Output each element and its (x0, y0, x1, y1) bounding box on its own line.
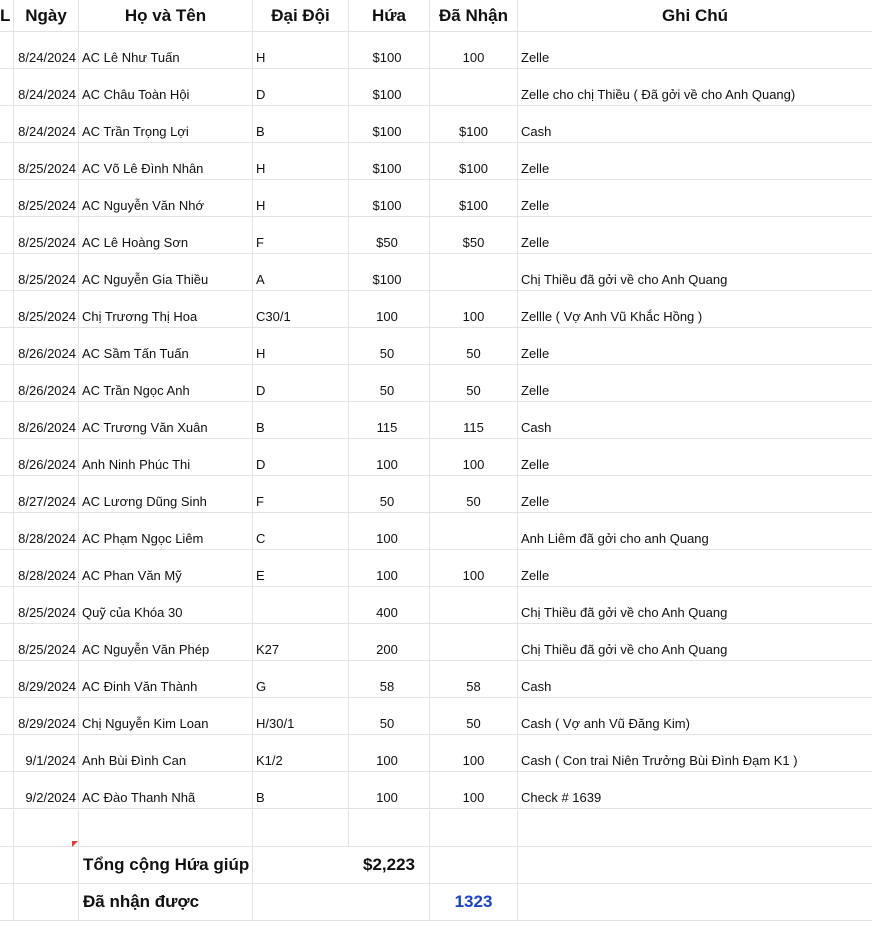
pledged-cell[interactable]: 50 (349, 698, 430, 734)
pledged-cell[interactable]: 100 (349, 513, 430, 549)
name-cell[interactable]: Chị Trương Thị Hoa (79, 291, 253, 327)
name-cell[interactable]: AC Đào Thanh Nhã (79, 772, 253, 808)
cell[interactable] (0, 847, 14, 883)
cell[interactable] (0, 884, 14, 920)
cell[interactable] (79, 810, 253, 846)
name-cell[interactable]: AC Nguyễn Gia Thiều (79, 254, 253, 290)
header-row (0, 0, 872, 32)
pledged-cell[interactable]: 200 (349, 624, 430, 660)
note-cell[interactable]: Zelle (521, 50, 550, 65)
row-marker-cell[interactable] (0, 772, 14, 808)
name-cell[interactable]: AC Nguyễn Văn Phép (79, 624, 253, 660)
row-marker-cell[interactable] (0, 513, 14, 549)
header-cell-date[interactable]: Ngày (14, 0, 79, 31)
unit-cell[interactable]: D (253, 365, 349, 401)
note-cell[interactable]: Chị Thiều đã gởi về cho Anh Quang (521, 272, 728, 287)
name-cell[interactable]: AC Trương Văn Xuân (79, 402, 253, 438)
unit-cell[interactable]: D (253, 69, 349, 105)
date-cell[interactable]: 9/1/2024 (14, 735, 79, 771)
cell[interactable] (14, 847, 79, 883)
received-cell[interactable]: 50 (430, 365, 518, 401)
date-cell[interactable]: 8/25/2024 (14, 587, 79, 623)
unit-cell[interactable]: B (253, 402, 349, 438)
row-marker-cell[interactable] (0, 32, 14, 68)
row-marker-cell[interactable] (0, 291, 14, 327)
note-cell[interactable]: Zelle (521, 568, 550, 583)
header-cell-received[interactable]: Đã Nhận (430, 0, 518, 31)
date-cell[interactable]: 8/28/2024 (14, 513, 79, 549)
name-cell[interactable]: AC Phan Văn Mỹ (79, 550, 253, 586)
unit-cell[interactable]: H (253, 180, 349, 216)
unit-cell[interactable]: A (253, 254, 349, 290)
unit-cell[interactable]: B (253, 772, 349, 808)
note-cell[interactable]: Zelle (521, 494, 550, 509)
table-row (0, 587, 872, 624)
pledged-cell[interactable]: $100 (349, 254, 430, 290)
note-cell[interactable]: Chị Thiều đã gởi về cho Anh Quang (521, 642, 728, 657)
name-cell[interactable]: AC Châu Toàn Hội (79, 69, 253, 105)
pledged-cell[interactable]: $100 (349, 106, 430, 142)
received-cell[interactable]: 100 (430, 735, 518, 771)
header-cell-note[interactable]: Ghi Chú (661, 5, 729, 25)
note-cell[interactable]: Cash ( Vợ anh Vũ Đăng Kim) (521, 716, 690, 731)
unit-cell[interactable]: F (253, 217, 349, 253)
date-cell[interactable]: 8/26/2024 (14, 439, 79, 475)
pledged-cell[interactable]: $100 (349, 32, 430, 68)
table-row (0, 328, 872, 365)
name-cell[interactable]: AC Lê Hoàng Sơn (79, 217, 253, 253)
table-row (0, 661, 872, 698)
table-row (0, 698, 872, 735)
note-cell[interactable]: Cash (521, 420, 552, 435)
pledged-cell[interactable]: 100 (349, 439, 430, 475)
date-cell[interactable]: 8/25/2024 (14, 180, 79, 216)
row-marker-cell[interactable] (0, 328, 14, 364)
row-marker-cell[interactable] (0, 180, 14, 216)
received-cell[interactable] (430, 624, 518, 660)
received-cell[interactable]: $50 (430, 217, 518, 253)
pledged-cell[interactable]: 100 (349, 772, 430, 808)
note-cell[interactable]: Cash ( Con trai Niên Trưởng Bùi Đình Đạm K1 ) (521, 753, 798, 768)
note-cell[interactable]: Zellle ( Vợ Anh Vũ Khắc Hồng ) (521, 309, 703, 324)
received-cell[interactable]: 115 (430, 402, 518, 438)
total-received-value[interactable]: 1323 (430, 884, 518, 920)
received-cell[interactable] (430, 254, 518, 290)
note-cell[interactable]: Zelle (521, 235, 550, 250)
cell[interactable] (518, 847, 872, 883)
table-row (0, 513, 872, 550)
comment-indicator-icon[interactable] (72, 841, 78, 847)
unit-cell[interactable]: K1/2 (253, 735, 349, 771)
unit-cell[interactable]: H (253, 143, 349, 179)
header-cell-unit[interactable]: Đại Đội (253, 0, 349, 31)
name-cell[interactable]: AC Phạm Ngọc Liêm (79, 513, 253, 549)
name-cell[interactable]: AC Nguyễn Văn Nhớ (79, 180, 253, 216)
header-cell-col0[interactable]: L (0, 0, 14, 31)
pledged-cell[interactable]: 115 (349, 402, 430, 438)
received-cell[interactable]: 100 (430, 439, 518, 475)
date-cell[interactable]: 8/24/2024 (14, 106, 79, 142)
note-cell[interactable]: Anh Liêm đã gởi cho anh Quang (521, 531, 709, 546)
row-marker-cell[interactable] (0, 587, 14, 623)
name-cell[interactable]: AC Sầm Tấn Tuấn (79, 328, 253, 364)
date-cell[interactable]: 8/25/2024 (14, 291, 79, 327)
date-cell[interactable]: 8/25/2024 (14, 143, 79, 179)
header-cell-pledged[interactable]: Hứa (349, 0, 430, 31)
table-row (0, 143, 872, 180)
row-marker-cell[interactable] (0, 365, 14, 401)
row-marker-cell[interactable] (0, 476, 14, 512)
date-cell[interactable]: 8/28/2024 (14, 550, 79, 586)
unit-cell[interactable]: G (253, 661, 349, 697)
note-cell[interactable]: Cash (521, 124, 552, 139)
row-marker-cell[interactable] (0, 439, 14, 475)
name-cell[interactable]: AC Lê Như Tuấn (79, 32, 253, 68)
unit-cell[interactable]: H/30/1 (253, 698, 349, 734)
unit-cell[interactable]: F (253, 476, 349, 512)
name-cell[interactable]: Anh Bùi Đình Can (79, 735, 253, 771)
total-pledged-label[interactable]: Tổng cộng Hứa giúp (79, 847, 253, 883)
row-marker-cell[interactable] (0, 661, 14, 697)
pledged-cell[interactable]: 400 (349, 587, 430, 623)
pledged-cell[interactable]: 58 (349, 661, 430, 697)
received-cell[interactable] (430, 587, 518, 623)
date-cell[interactable]: 8/24/2024 (14, 69, 79, 105)
received-cell[interactable]: 50 (430, 476, 518, 512)
row-marker-cell[interactable] (0, 143, 14, 179)
date-cell[interactable]: 8/25/2024 (14, 217, 79, 253)
total-pledged-row (0, 847, 872, 884)
cell[interactable] (14, 884, 79, 920)
name-cell[interactable]: AC Trần Ngọc Anh (79, 365, 253, 401)
table-row (0, 624, 872, 661)
table-row (0, 69, 872, 106)
note-cell[interactable]: Zelle cho chị Thiều ( Đã gởi về cho Anh Quang) (521, 87, 796, 102)
header-cell-name[interactable]: Họ và Tên (79, 0, 253, 31)
received-cell[interactable]: 50 (430, 328, 518, 364)
received-cell[interactable]: 50 (430, 698, 518, 734)
row-marker-cell[interactable] (0, 698, 14, 734)
name-cell[interactable]: AC Lương Dũng Sinh (79, 476, 253, 512)
pledged-cell[interactable]: $100 (349, 69, 430, 105)
unit-cell[interactable]: H (253, 32, 349, 68)
table-row (0, 32, 872, 69)
cell[interactable] (14, 810, 79, 846)
table-row (0, 550, 872, 587)
total-received-label[interactable]: Đã nhận được (79, 884, 253, 920)
unit-cell[interactable] (253, 587, 349, 623)
received-cell[interactable]: $100 (430, 180, 518, 216)
table-row (0, 439, 872, 476)
pledged-cell[interactable]: 100 (349, 550, 430, 586)
received-cell[interactable]: 100 (430, 291, 518, 327)
note-cell[interactable]: Check # 1639 (521, 790, 602, 805)
cell[interactable] (518, 884, 872, 920)
cell[interactable] (253, 884, 349, 920)
pledged-cell[interactable]: 100 (349, 291, 430, 327)
date-cell[interactable]: 8/24/2024 (14, 32, 79, 68)
table-row (0, 365, 872, 402)
pledged-cell[interactable]: $100 (349, 143, 430, 179)
cell[interactable] (349, 810, 430, 846)
table-row (0, 772, 872, 809)
received-cell[interactable] (430, 69, 518, 105)
name-cell[interactable]: Chị Nguyễn Kim Loan (79, 698, 253, 734)
unit-cell[interactable]: D (253, 439, 349, 475)
unit-cell[interactable]: C30/1 (253, 291, 349, 327)
received-cell[interactable]: 100 (430, 772, 518, 808)
row-marker-cell[interactable] (0, 106, 14, 142)
empty-row (0, 810, 872, 847)
received-cell[interactable]: $100 (430, 143, 518, 179)
name-cell[interactable]: AC Trần Trọng Lợi (79, 106, 253, 142)
unit-cell[interactable]: B (253, 106, 349, 142)
cell[interactable] (430, 810, 518, 846)
name-cell[interactable]: Anh Ninh Phúc Thi (79, 439, 253, 475)
received-cell[interactable]: 100 (430, 32, 518, 68)
cell[interactable] (349, 884, 430, 920)
note-cell[interactable]: Zelle (521, 161, 550, 176)
unit-cell[interactable]: H (253, 328, 349, 364)
date-cell[interactable]: 8/26/2024 (14, 402, 79, 438)
table-row (0, 217, 872, 254)
unit-cell[interactable]: K27 (253, 624, 349, 660)
date-cell[interactable]: 8/27/2024 (14, 476, 79, 512)
pledged-cell[interactable]: $100 (349, 180, 430, 216)
row-marker-cell[interactable] (0, 402, 14, 438)
note-cell[interactable]: Chị Thiều đã gởi về cho Anh Quang (521, 605, 728, 620)
table-row (0, 106, 872, 143)
date-cell[interactable]: 8/26/2024 (14, 365, 79, 401)
row-marker-cell[interactable] (0, 217, 14, 253)
pledged-cell[interactable]: 100 (349, 735, 430, 771)
row-marker-cell[interactable] (0, 69, 14, 105)
name-cell[interactable]: AC Đinh Văn Thành (79, 661, 253, 697)
total-received-row (0, 884, 872, 921)
pledged-cell[interactable]: 50 (349, 328, 430, 364)
total-pledged-value[interactable]: $2,223 (349, 847, 430, 883)
pledged-cell[interactable]: 50 (349, 365, 430, 401)
note-cell[interactable]: Zelle (521, 346, 550, 361)
note-cell[interactable]: Cash (521, 679, 552, 694)
date-cell[interactable]: 8/29/2024 (14, 698, 79, 734)
note-cell[interactable]: Zelle (521, 383, 550, 398)
row-marker-cell[interactable] (0, 624, 14, 660)
received-cell[interactable]: $100 (430, 106, 518, 142)
table-row (0, 254, 872, 291)
pledged-cell[interactable]: 50 (349, 476, 430, 512)
unit-cell[interactable]: C (253, 513, 349, 549)
cell[interactable] (0, 810, 14, 846)
name-cell[interactable]: Quỹ của Khóa 30 (79, 587, 253, 623)
table-row (0, 735, 872, 772)
received-cell[interactable]: 58 (430, 661, 518, 697)
received-cell[interactable]: 100 (430, 550, 518, 586)
row-marker-cell[interactable] (0, 550, 14, 586)
date-cell[interactable]: 8/25/2024 (14, 624, 79, 660)
row-marker-cell[interactable] (0, 735, 14, 771)
name-cell[interactable]: AC Võ Lê Đình Nhân (79, 143, 253, 179)
table-row (0, 180, 872, 217)
table-row (0, 476, 872, 513)
date-cell[interactable]: 8/29/2024 (14, 661, 79, 697)
date-cell[interactable]: 8/25/2024 (14, 254, 79, 290)
unit-cell[interactable]: E (253, 550, 349, 586)
cell[interactable] (253, 847, 349, 883)
table-row (0, 291, 872, 328)
cell[interactable] (430, 847, 518, 883)
row-marker-cell[interactable] (0, 254, 14, 290)
pledged-cell[interactable]: $50 (349, 217, 430, 253)
note-cell[interactable]: Zelle (521, 457, 550, 472)
note-cell[interactable]: Zelle (521, 198, 550, 213)
cell[interactable] (518, 810, 872, 846)
table-row (0, 402, 872, 439)
date-cell[interactable]: 9/2/2024 (14, 772, 79, 808)
received-cell[interactable] (430, 513, 518, 549)
cell[interactable] (253, 810, 349, 846)
date-cell[interactable]: 8/26/2024 (14, 328, 79, 364)
